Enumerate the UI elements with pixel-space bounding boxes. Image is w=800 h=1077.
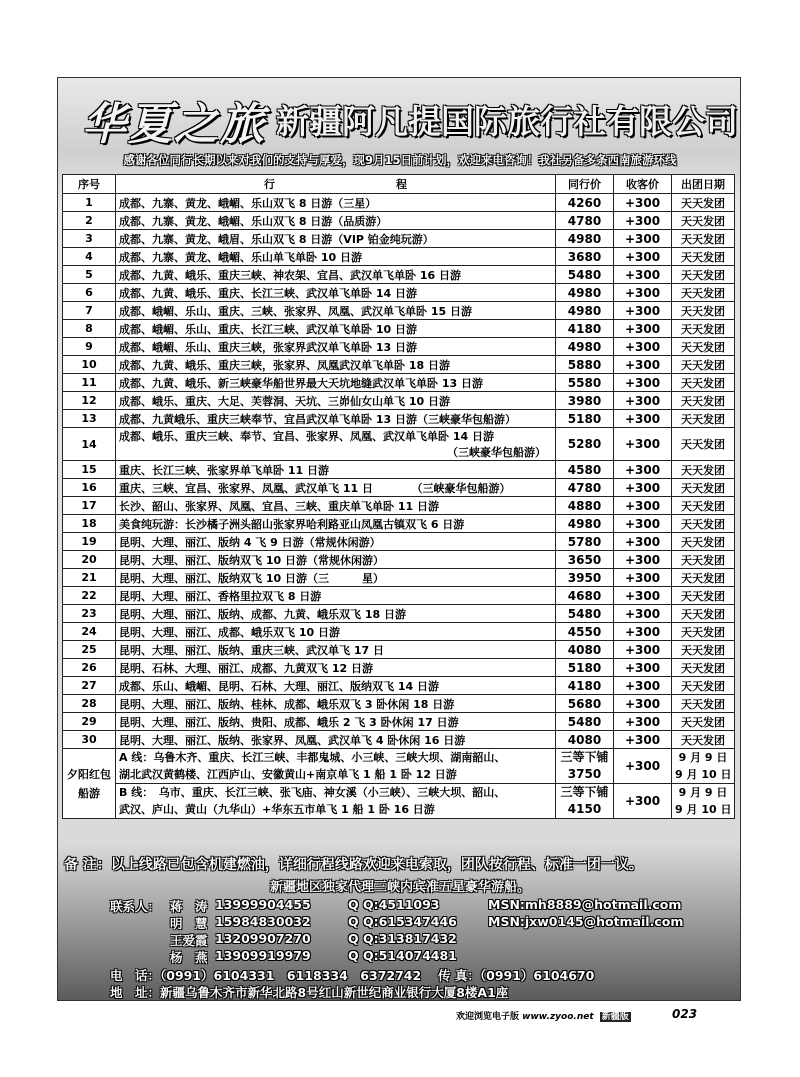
row-date: 天天发团 [672, 497, 735, 515]
travel-advertisement [57, 77, 741, 1001]
row-markup: +300 [614, 695, 672, 713]
row-route-line2: （三峡豪华包船游） [447, 446, 546, 459]
row-markup: +300 [614, 533, 672, 551]
table-row [63, 266, 735, 284]
row-price: 4980 [556, 284, 614, 302]
row-number: 21 [63, 569, 116, 587]
table-row [63, 515, 735, 533]
row-number: 16 [63, 479, 116, 497]
row-number: 11 [63, 374, 116, 392]
row-markup: +300 [614, 551, 672, 569]
route-rows-group-2 [63, 461, 735, 749]
row-price: 3980 [556, 392, 614, 410]
row-route-line1: 成都、峨乐、重庆三峡、奉节、宜昌、张家界、凤凰、武汉单飞单卧 14 日游 [119, 430, 494, 443]
contact-phone: 13209907270 [215, 931, 311, 946]
row-price: 4080 [556, 731, 614, 749]
row-route: 成都、九黄峨乐、重庆三峡奉节、宜昌武汉单飞单卧 13 日游（三峡豪华包船游） [116, 410, 556, 428]
table-row [63, 338, 735, 356]
row-markup: +300 [614, 713, 672, 731]
col-header-no: 序号 [63, 175, 116, 194]
table-row [63, 569, 735, 587]
row-route: 昆明、大理、丽江、版纳双飞 10 日游（三 星） [116, 569, 556, 587]
row-markup: +300 [614, 266, 672, 284]
row-markup: +300 [614, 569, 672, 587]
table-row [63, 284, 735, 302]
promo-text: 欢迎浏览电子版 [456, 1012, 520, 1022]
row-number: 14 [63, 428, 116, 461]
row-number: 9 [63, 338, 116, 356]
row-markup: +300 [614, 320, 672, 338]
table-row [63, 551, 735, 569]
row-number: 5 [63, 266, 116, 284]
contact-name: 王爱霞 [170, 933, 208, 948]
address: 地 址：新疆乌鲁木齐市新华北路8号红山新世纪商业银行大厦8楼A1座 [110, 985, 509, 1000]
row-date: 天天发团 [672, 212, 735, 230]
cruise-b-class: 三等下铺 [560, 785, 609, 799]
row-markup: +300 [614, 497, 672, 515]
row-route: 成都、峨嵋、乐山、重庆、三峡、张家界、凤凰、武汉单飞单卧 15 日游 [116, 302, 556, 320]
row-number: 4 [63, 248, 116, 266]
row-route: 昆明、大理、丽江、版纳、重庆三峡、武汉单飞 17 日 [116, 641, 556, 659]
row-markup: +300 [614, 338, 672, 356]
cruise-label: 夕阳红包船游 [63, 749, 116, 819]
route-table [62, 174, 735, 819]
table-row [63, 605, 735, 623]
cruise-b-line2: 武汉、庐山、黄山（九华山）+华东五市单飞 1 船 1 卧 16 日游 [119, 803, 435, 816]
row-date: 天天发团 [672, 713, 735, 731]
row-price: 5680 [556, 695, 614, 713]
cruise-a-date2: 9 月 10 日 [675, 768, 732, 781]
row-date: 天天发团 [672, 551, 735, 569]
row-date: 天天发团 [672, 605, 735, 623]
contact-qq: Q Q:615347446 [348, 914, 457, 929]
row-route [116, 428, 556, 461]
row-date: 天天发团 [672, 623, 735, 641]
contact-name: 杨 燕 [170, 950, 208, 965]
col-header-price: 同行价 [556, 175, 614, 194]
row-date: 天天发团 [672, 248, 735, 266]
exclusive-agent-text: 新疆地区独家代理三峡内宾准五星豪华游船。 [269, 880, 530, 895]
telephone-fax: 电 话：（0991）6104331 6118334 6372742 传 真：（0991）6104670 [110, 968, 595, 983]
row-number: 23 [63, 605, 116, 623]
row-route: 重庆、三峡、宜昌、张家界、凤凰、武汉单飞 11 日 （三峡豪华包船游） [116, 479, 556, 497]
table-row [63, 461, 735, 479]
row-price: 5280 [556, 428, 614, 461]
table-row [63, 587, 735, 605]
table-row [63, 497, 735, 515]
row-route: 昆明、大理、丽江、版纳双飞 10 日游（常规休闲游） [116, 551, 556, 569]
cruise-row-b [63, 784, 735, 819]
row-markup: +300 [614, 302, 672, 320]
row-price: 4980 [556, 515, 614, 533]
notice-line: 感谢各位同行长期以来对我们的支持与厚爱，现9月15日前计划，欢迎来电咨询！我社另备多条西南旅游环线 [123, 153, 677, 167]
row-route: 成都、九寨、黄龙、峨嵋、乐山双飞 8 日游（三星） [116, 194, 556, 212]
table-row [63, 392, 735, 410]
row-date: 天天发团 [672, 356, 735, 374]
row-markup: +300 [614, 374, 672, 392]
row-route: 成都、峨嵋、乐山、重庆三峡，张家界武汉单飞单卧 13 日游 [116, 338, 556, 356]
cruise-a-route [116, 749, 556, 784]
ad-footer [58, 846, 741, 1001]
row-route: 成都、九黄、峨乐、重庆、长江三峡、武汉单飞单卧 14 日游 [116, 284, 556, 302]
table-row [63, 374, 735, 392]
row-date: 天天发团 [672, 641, 735, 659]
row-price: 5780 [556, 533, 614, 551]
row-price: 5480 [556, 266, 614, 284]
row-price: 4080 [556, 641, 614, 659]
col-header-date: 出团日期 [672, 175, 735, 194]
col-header-markup: 收客价 [614, 175, 672, 194]
row-date: 天天发团 [672, 266, 735, 284]
row-date: 天天发团 [672, 410, 735, 428]
contact-name: 明 慧 [170, 916, 208, 931]
table-row [63, 230, 735, 248]
contact-msn: MSN:jxw0145@hotmail.com [488, 914, 684, 929]
ad-header [58, 84, 741, 150]
row-number: 1 [63, 194, 116, 212]
table-row [63, 212, 735, 230]
cruise-b-dates [672, 784, 735, 819]
row-number: 19 [63, 533, 116, 551]
table-row [63, 659, 735, 677]
row-number: 2 [63, 212, 116, 230]
row-markup: +300 [614, 212, 672, 230]
row-markup: +300 [614, 659, 672, 677]
route-rows-group-1 [63, 194, 735, 428]
table-header-row [63, 175, 735, 194]
row-price: 4550 [556, 623, 614, 641]
row-price: 3680 [556, 248, 614, 266]
table-row [63, 533, 735, 551]
edition-badge: 新疆版 [601, 1012, 629, 1022]
row-route: 昆明、大理、丽江、香格里拉双飞 8 日游 [116, 587, 556, 605]
row-date: 天天发团 [672, 587, 735, 605]
table-row [63, 677, 735, 695]
page-footer-strip [456, 1009, 631, 1022]
row-date: 天天发团 [672, 695, 735, 713]
table-row [63, 623, 735, 641]
row-route: 昆明、石林、大理、丽江、成都、九黄双飞 12 日游 [116, 659, 556, 677]
row-route: 成都、峨乐、重庆、大足、芙蓉洞、天坑、三峁仙女山单飞 10 日游 [116, 392, 556, 410]
row-price: 4980 [556, 302, 614, 320]
row-price: 4780 [556, 212, 614, 230]
row-date: 天天发团 [672, 533, 735, 551]
contact-msn: MSN:mh8889@hotmail.com [488, 897, 682, 912]
row-date: 天天发团 [672, 479, 735, 497]
row-route: 昆明、大理、丽江、版纳、桂林、成都、峨乐双飞 3 卧休闲 18 日游 [116, 695, 556, 713]
row-number: 24 [63, 623, 116, 641]
row-price: 4260 [556, 194, 614, 212]
cruise-b-date2: 9 月 10 日 [675, 803, 732, 816]
row-price: 4180 [556, 320, 614, 338]
cruise-b-date1: 9 月 9 日 [678, 786, 728, 799]
row-route: 美食纯玩游：长沙橘子洲头韶山张家界哈利路亚山凤凰古镇双飞 6 日游 [116, 515, 556, 533]
row-date: 天天发团 [672, 194, 735, 212]
cruise-group [63, 749, 735, 819]
row-route: 成都、九寨、黄龙、峨嵋、乐山单飞单卧 10 日游 [116, 248, 556, 266]
row-number: 26 [63, 659, 116, 677]
cruise-b-markup: +300 [614, 784, 672, 819]
cruise-a-price-cell [556, 749, 614, 784]
row-date: 天天发团 [672, 461, 735, 479]
row-route: 成都、九黄、峨乐、新三峡豪华船世界最大天坑地缝武汉单飞单卧 13 日游 [116, 374, 556, 392]
row-route: 昆明、大理、丽江、版纳 4 飞 9 日游（常规休闲游） [116, 533, 556, 551]
row-markup: +300 [614, 515, 672, 533]
row-number: 27 [63, 677, 116, 695]
row-price: 4580 [556, 461, 614, 479]
row-price: 5480 [556, 713, 614, 731]
row-markup: +300 [614, 479, 672, 497]
cruise-a-line1: A 线：乌鲁木齐、重庆、长江三峡、丰都鬼城、小三峡、三峡大坝、湖南韶山、 [119, 751, 506, 764]
row-route: 重庆、长江三峡、张家界单飞单卧 11 日游 [116, 461, 556, 479]
cruise-b-line1: B 线： 乌市、重庆、长江三峡、张飞庙、神女溪（小三峡）、三峡大坝、韶山、 [119, 786, 506, 799]
row-date: 天天发团 [672, 428, 735, 461]
row-number: 15 [63, 461, 116, 479]
row-route: 成都、九寨、黄龙、峨嵋、乐山双飞 8 日游（品质游） [116, 212, 556, 230]
contact-name: 蒋 涛 [170, 899, 208, 914]
table-row [63, 695, 735, 713]
table-row [63, 713, 735, 731]
row-price: 4680 [556, 587, 614, 605]
row-number: 8 [63, 320, 116, 338]
cruise-a-line2: 湖北武汉黄鹤楼、江西庐山、安徽黄山+南京单飞 1 船 1 卧 12 日游 [119, 768, 457, 781]
contact-qq: Q Q:313817432 [348, 931, 457, 946]
row-route: 昆明、大理、丽江、版纳、成都、九黄、峨乐双飞 18 日游 [116, 605, 556, 623]
row-number: 6 [63, 284, 116, 302]
row-number: 7 [63, 302, 116, 320]
table-row [63, 302, 735, 320]
row-number: 28 [63, 695, 116, 713]
table-row [63, 356, 735, 374]
row-price: 4880 [556, 497, 614, 515]
row-markup: +300 [614, 677, 672, 695]
row-route: 成都、九寨、黄龙、峨眉、乐山双飞 8 日游（VIP 铂金纯玩游） [116, 230, 556, 248]
row-markup: +300 [614, 428, 672, 461]
row-price: 3650 [556, 551, 614, 569]
row-number: 29 [63, 713, 116, 731]
row-date: 天天发团 [672, 302, 735, 320]
row-route: 昆明、大理、丽江、成都、峨乐双飞 10 日游 [116, 623, 556, 641]
contact-label: 联系人： [110, 899, 161, 914]
row-date: 天天发团 [672, 338, 735, 356]
table-row [63, 320, 735, 338]
row-markup: +300 [614, 587, 672, 605]
row-price: 3950 [556, 569, 614, 587]
row-date: 天天发团 [672, 284, 735, 302]
cruise-a-dates [672, 749, 735, 784]
row-markup: +300 [614, 731, 672, 749]
cruise-a-date1: 9 月 9 日 [678, 751, 728, 764]
row-date: 天天发团 [672, 731, 735, 749]
row-date: 天天发团 [672, 374, 735, 392]
row-date: 天天发团 [672, 677, 735, 695]
table-row [63, 641, 735, 659]
row-date: 天天发团 [672, 659, 735, 677]
contact-phone: 13999904455 [215, 897, 311, 912]
row-date: 天天发团 [672, 230, 735, 248]
row-markup: +300 [614, 623, 672, 641]
row-route: 成都、峨嵋、乐山、重庆、长江三峡、武汉单飞单卧 10 日游 [116, 320, 556, 338]
table-row [63, 410, 735, 428]
row-date: 天天发团 [672, 320, 735, 338]
row-number: 12 [63, 392, 116, 410]
table-row [63, 194, 735, 212]
cruise-b-route [116, 784, 556, 819]
row-markup: +300 [614, 392, 672, 410]
row-price: 4980 [556, 338, 614, 356]
row-price: 4780 [556, 479, 614, 497]
row-markup: +300 [614, 641, 672, 659]
row-markup: +300 [614, 461, 672, 479]
row-markup: +300 [614, 284, 672, 302]
row-number: 17 [63, 497, 116, 515]
row-price: 4980 [556, 230, 614, 248]
row-route: 长沙、韶山、张家界、凤凰、宜昌、三峡、重庆单飞单卧 11 日游 [116, 497, 556, 515]
cruise-b-price-cell [556, 784, 614, 819]
row-route: 昆明、大理、丽江、版纳、张家界、凤凰、武汉单飞 4 卧休闲 16 日游 [116, 731, 556, 749]
cruise-a-class: 三等下铺 [560, 750, 609, 764]
row-price: 5180 [556, 659, 614, 677]
page-number: 023 [672, 1007, 698, 1021]
contact-phone: 13909919979 [215, 948, 311, 963]
row-markup: +300 [614, 605, 672, 623]
cruise-a-markup: +300 [614, 749, 672, 784]
col-header-route: 行 程 [116, 175, 556, 194]
row-price: 5880 [556, 356, 614, 374]
brand-logo-text: 华夏之旅 [82, 99, 266, 150]
row-price: 5580 [556, 374, 614, 392]
row-date: 天天发团 [672, 569, 735, 587]
table-row [63, 479, 735, 497]
company-name: 新疆阿凡提国际旅行社有限公司 [276, 102, 738, 141]
row-number: 18 [63, 515, 116, 533]
row-markup: +300 [614, 194, 672, 212]
row-price: 5480 [556, 605, 614, 623]
cruise-b-price: 4150 [567, 802, 602, 816]
contact-qq: Q Q:514074481 [348, 948, 457, 963]
row-number: 13 [63, 410, 116, 428]
row-number: 3 [63, 230, 116, 248]
row-route: 成都、九黄、峨乐、重庆三峡、神农架、宜昌、武汉单飞单卧 16 日游 [116, 266, 556, 284]
row-route: 成都、乐山、峨嵋、昆明、石林、大理、丽江、版纳双飞 14 日游 [116, 677, 556, 695]
row-route: 昆明、大理、丽江、版纳、贵阳、成都、峨乐 2 飞 3 卧休闲 17 日游 [116, 713, 556, 731]
row-number: 20 [63, 551, 116, 569]
row-markup: +300 [614, 410, 672, 428]
row-number: 25 [63, 641, 116, 659]
website-link[interactable]: www.zyoo.net [522, 1012, 594, 1022]
row-route: 成都、九黄、峨乐、重庆三峡，张家界、凤凰武汉单飞单卧 18 日游 [116, 356, 556, 374]
contact-phone: 15984830032 [215, 914, 311, 929]
table-row [63, 428, 735, 461]
cruise-row-a [63, 749, 735, 784]
row-number: 22 [63, 587, 116, 605]
row-price: 5180 [556, 410, 614, 428]
row-number: 10 [63, 356, 116, 374]
remark-text: 备 注：以上线路已包含机建燃油，详细行程线路欢迎来电索取，团队按行程、标准一团一议。 [64, 857, 643, 873]
contact-qq: Q Q:4511093 [348, 897, 440, 912]
row-number: 30 [63, 731, 116, 749]
row-markup: +300 [614, 230, 672, 248]
table-row [63, 731, 735, 749]
cruise-a-price: 3750 [567, 767, 602, 781]
row-price: 4180 [556, 677, 614, 695]
row-markup: +300 [614, 248, 672, 266]
route-row-14-group [63, 428, 735, 461]
table-row [63, 248, 735, 266]
row-date: 天天发团 [672, 392, 735, 410]
row-markup: +300 [614, 356, 672, 374]
row-date: 天天发团 [672, 515, 735, 533]
